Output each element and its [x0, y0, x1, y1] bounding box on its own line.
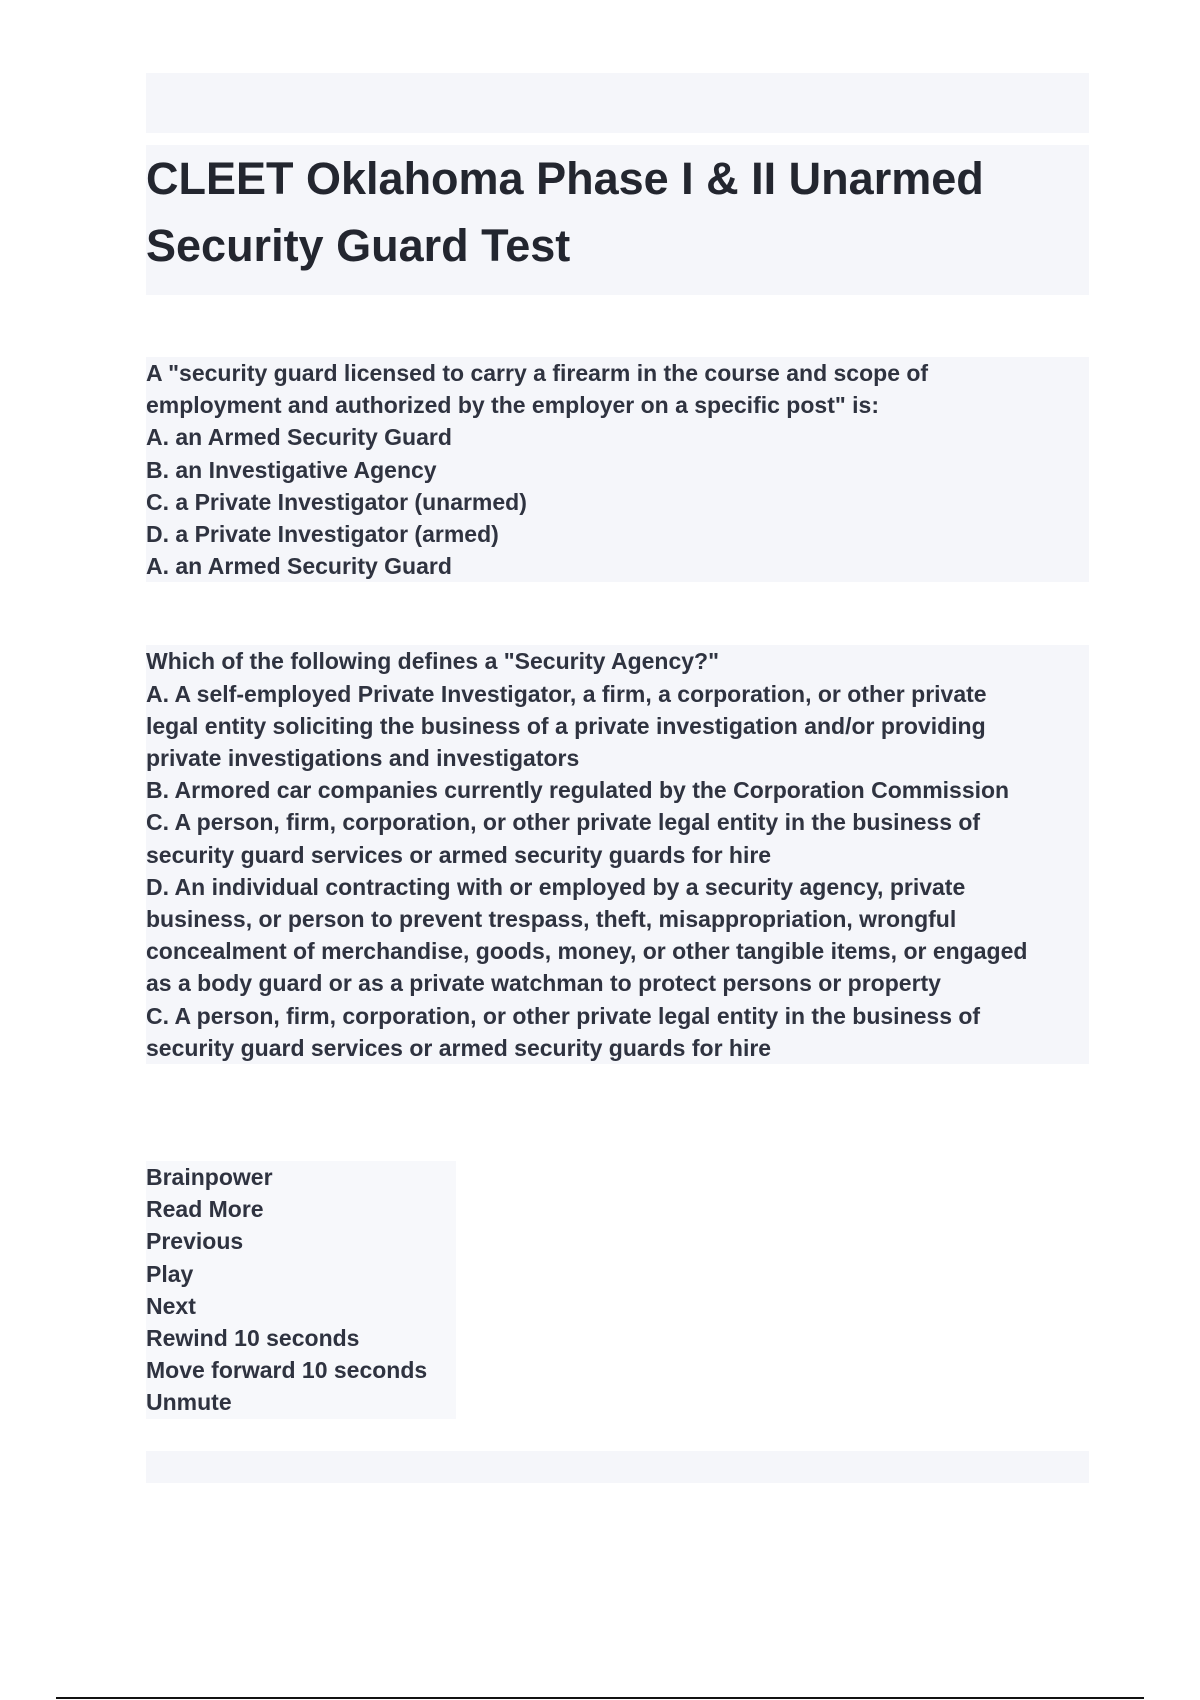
page-title: CLEET Oklahoma Phase I & II Unarmed Security Guard Test — [146, 153, 984, 271]
question-2-option-a-line-1: A. A self-employed Private Investigator, a firm, a corporation, or other private — [146, 678, 1089, 710]
document-page — [146, 73, 1089, 1483]
footer-band — [146, 1451, 1089, 1483]
forward-10-seconds-button[interactable]: Move forward 10 seconds — [146, 1354, 456, 1386]
page-bottom-rule — [56, 1697, 1144, 1699]
header-band — [146, 73, 1089, 133]
read-more-link[interactable]: Read More — [146, 1193, 456, 1225]
question-block-1 — [146, 357, 1089, 582]
unmute-button[interactable]: Unmute — [146, 1386, 456, 1418]
media-player-labels — [146, 1161, 1089, 1419]
question-2-option-a-line-2: legal entity soliciting the business of a private investigation and/or providing — [146, 710, 1089, 742]
question-1-answer: A. an Armed Security Guard — [146, 550, 1089, 582]
question-2-option-d-line-3: concealment of merchandise, goods, money, or other tangible items, or engaged — [146, 935, 1089, 967]
question-2-text: Which of the following defines a "Security Agency?" — [146, 645, 1089, 677]
question-2-option-d-line-1: D. An individual contracting with or employed by a security agency, private — [146, 871, 1089, 903]
question-block-2 — [146, 645, 1089, 1064]
question-1-option-a: A. an Armed Security Guard — [146, 421, 1089, 453]
question-1-text-line-1: A "security guard licensed to carry a firearm in the course and scope of — [146, 357, 1089, 389]
brainpower-label: Brainpower — [146, 1161, 456, 1193]
question-1-option-d: D. a Private Investigator (armed) — [146, 518, 1089, 550]
question-2-answer-line-2: security guard services or armed security guards for hire — [146, 1032, 1089, 1064]
question-1-option-b: B. an Investigative Agency — [146, 454, 1089, 486]
previous-button[interactable]: Previous — [146, 1225, 456, 1257]
question-2-option-c-line-1: C. A person, firm, corporation, or other private legal entity in the business of — [146, 806, 1089, 838]
next-button[interactable]: Next — [146, 1290, 456, 1322]
rewind-10-seconds-button[interactable]: Rewind 10 seconds — [146, 1322, 456, 1354]
question-2-option-d-line-4: as a body guard or as a private watchman to protect persons or property — [146, 967, 1089, 999]
play-button[interactable]: Play — [146, 1258, 456, 1290]
question-2-option-d-line-2: business, or person to prevent trespass, theft, misappropriation, wrongful — [146, 903, 1089, 935]
question-1-option-c: C. a Private Investigator (unarmed) — [146, 486, 1089, 518]
question-2-option-c-line-2: security guard services or armed security guards for hire — [146, 839, 1089, 871]
title-block — [146, 145, 1089, 295]
question-2-option-b: B. Armored car companies currently regulated by the Corporation Commission — [146, 774, 1089, 806]
question-1-text-line-2: employment and authorized by the employer on a specific post" is: — [146, 389, 1089, 421]
question-2-answer-line-1: C. A person, firm, corporation, or other private legal entity in the business of — [146, 1000, 1089, 1032]
question-2-option-a-line-3: private investigations and investigators — [146, 742, 1089, 774]
